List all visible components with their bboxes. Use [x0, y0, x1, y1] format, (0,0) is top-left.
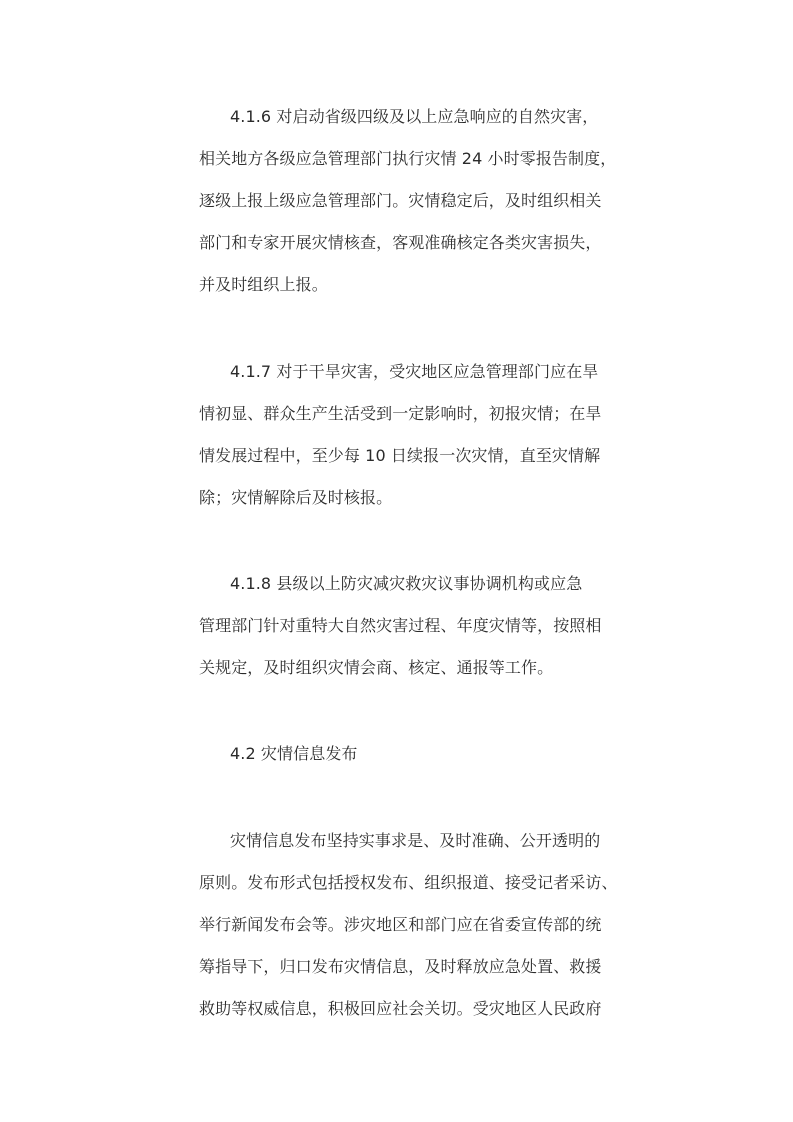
paragraph-line: 逐级上报上级应急管理部门。灾情稳定后，及时组织相关 [199, 191, 602, 210]
paragraph-line: 相关地方各级应急管理部门执行灾情 24 小时零报告制度， [199, 149, 617, 168]
paragraph-line: 4.1.6 对启动省级四级及以上应急响应的自然灾害， [230, 107, 599, 126]
paragraph-line: 情初显、群众生产生活受到一定影响时，初报灾情；在旱 [199, 404, 602, 423]
paragraph-line: 部门和专家开展灾情核查，客观准确核定各类灾害损失， [199, 233, 602, 252]
paragraph-line: 并及时组织上报。 [199, 275, 328, 294]
paragraph-line: 情发展过程中，至少每 10 日续报一次灾情，直至灾情解 [199, 446, 601, 465]
paragraph-line: 筹指导下，归口发布灾情信息，及时释放应急处置、救援 [199, 957, 602, 976]
paragraph-line: 除；灾情解除后及时核报。 [199, 488, 393, 507]
paragraph-line: 4.1.8 县级以上防灾减灾救灾议事协调机构或应急 [230, 574, 583, 593]
paragraph-line: 原则。发布形式包括授权发布、组织报道、接受记者采访、 [199, 873, 618, 892]
paragraph-line: 关规定，及时组织灾情会商、核定、通报等工作。 [199, 658, 554, 677]
paragraph-line: 管理部门针对重特大自然灾害过程、年度灾情等，按照相 [199, 616, 602, 635]
paragraph-line: 救助等权威信息，积极回应社会关切。受灾地区人民政府 [199, 999, 602, 1018]
paragraph-line: 灾情信息发布坚持实事求是、及时准确、公开透明的 [230, 831, 601, 850]
paragraph-line: 4.1.7 对于干旱灾害，受灾地区应急管理部门应在旱 [230, 362, 599, 381]
paragraph-line: 举行新闻发布会等。涉灾地区和部门应在省委宣传部的统 [199, 915, 602, 934]
section-heading: 4.2 灾情信息发布 [230, 744, 358, 763]
